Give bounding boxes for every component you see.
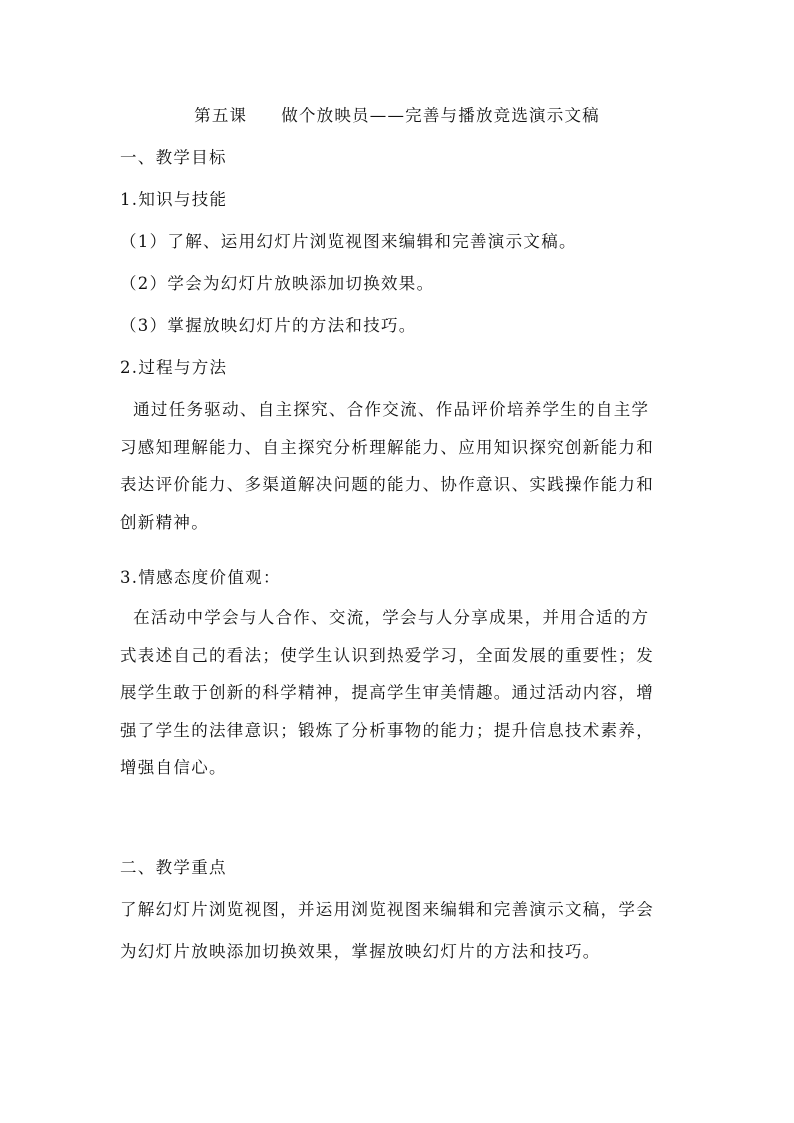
paragraph-process-methods	[120, 398, 680, 548]
paragraph-line: 习感知理解能力、自主探究分析理解能力、应用知识探究创新能力和	[120, 437, 654, 457]
list-item: （1）了解、运用幻灯片浏览视图来编辑和完善演示文稿。	[120, 232, 577, 251]
lesson-name: 做个放映员——完善与播放竞选演示文稿	[281, 106, 600, 125]
lesson-number: 第五课	[194, 106, 248, 125]
paragraph-line: 表达评价能力、多渠道解决问题的能力、协作意识、实践操作能力和	[120, 475, 654, 494]
paragraph-line: 为幻灯片放映添加切换效果，掌握放映幻灯片的方法和技巧。	[120, 942, 601, 961]
paragraph-line: 式表述自己的看法；使学生认识到热爱学习，全面发展的重要性；发	[120, 645, 654, 665]
paragraph-line: 了解幻灯片浏览视图，并运用浏览视图来编辑和完善演示文稿，学会	[120, 900, 654, 919]
section-heading-key-points: 二、教学重点	[120, 858, 227, 877]
paragraph-line: 展学生敢于创新的科学精神，提高学生审美情趣。通过活动内容，增	[120, 683, 654, 702]
paragraph-key-points	[120, 898, 680, 978]
subheading-knowledge-skills: 1.知识与技能	[120, 190, 228, 209]
paragraph-attitudes-values	[120, 606, 680, 794]
paragraph-line: 通过任务驱动、自主探究、合作交流、作品评价培养学生的自主学	[120, 400, 650, 419]
list-item: （3）掌握放映幻灯片的方法和技巧。	[120, 316, 417, 335]
lesson-title	[0, 104, 794, 128]
section-heading-objectives: 一、教学目标	[120, 148, 227, 167]
subheading-process-methods: 2.过程与方法	[120, 358, 228, 377]
paragraph-line: 在活动中学会与人合作、交流，学会与人分享成果，并用合适的方	[120, 608, 650, 627]
paragraph-line: 增强自信心。	[120, 758, 227, 777]
subheading-attitudes-values: 3.情感态度价值观：	[120, 568, 281, 587]
paragraph-line: 创新精神。	[120, 512, 209, 532]
paragraph-line: 强了学生的法律意识；锻炼了分析事物的能力；提升信息技术素养，	[120, 720, 654, 740]
list-item: （2）学会为幻灯片放映添加切换效果。	[120, 274, 435, 293]
